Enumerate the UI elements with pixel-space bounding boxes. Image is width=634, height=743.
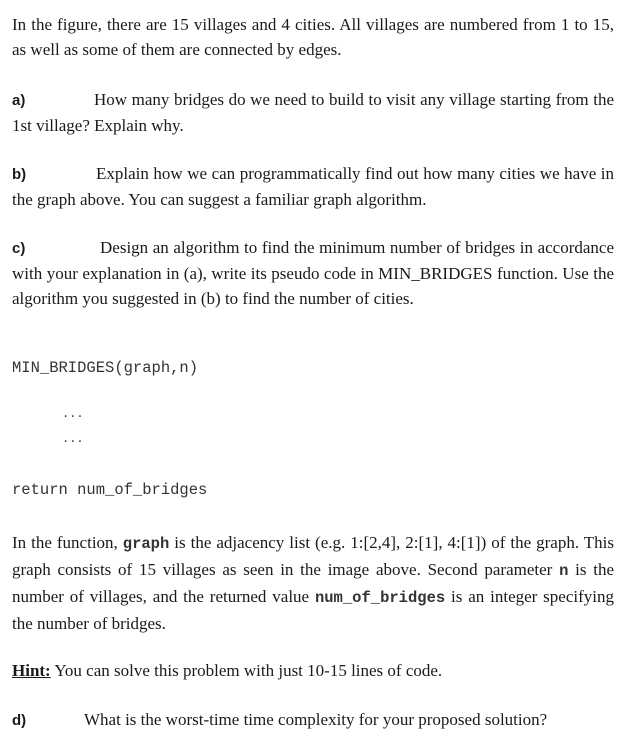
function-description	[12, 530, 614, 636]
part-c-text: Design an algorithm to find the minimum number of bridges in accordance with your explanation in (a), write its pseudo code in MIN_BRIDGES function. Use the algorithm you suggested in (b) to find the number of cities.	[12, 238, 614, 308]
function-desc-text-3: is the number of villages, and the returned value	[12, 560, 614, 606]
function-desc-text-2: is the adjacency list (e.g. 1:[2,4], 2:[1], 4:[1]) of the graph. This graph consists of 15 villages as seen in the image above. Second parameter	[12, 533, 614, 579]
part-d-question	[12, 707, 614, 733]
num-of-bridges-keyword: num_of_bridges	[314, 589, 446, 607]
part-b-text: Explain how we can programmatically find out how many cities we have in the graph above. You can suggest a familiar graph algorithm.	[12, 164, 614, 209]
part-c-question	[12, 235, 614, 311]
part-a-label: a)	[12, 92, 26, 109]
hint-label: Hint:	[12, 661, 51, 680]
intro-paragraph: In the figure, there are 15 villages and 4 cities. All villages are numbered from 1 to 15, as well as some of them are connected by edges.	[12, 15, 614, 59]
n-keyword: n	[559, 562, 569, 580]
code-signature: MIN_BRIDGES(graph,n)	[12, 359, 199, 377]
hint-text: You can solve this problem with just 10-15 lines of code.	[50, 661, 443, 680]
part-d-label: d)	[12, 712, 27, 729]
part-a-question	[12, 87, 614, 138]
part-b-question	[12, 161, 614, 212]
code-return-line: return num_of_bridges	[12, 481, 208, 499]
part-a-text: How many bridges do we need to build to visit any village starting from the 1st village? Explain why.	[12, 90, 614, 135]
code-ellipsis-1: ...	[62, 407, 84, 421]
hint-paragraph	[12, 658, 614, 683]
part-d-text: What is the worst-time time complexity for your proposed solution?	[84, 710, 548, 729]
function-desc-text-4: is an integer specifying the number of bridges.	[12, 587, 614, 633]
graph-keyword: graph	[122, 535, 170, 553]
part-c-label: c)	[12, 240, 26, 257]
code-ellipsis-2: ...	[62, 432, 84, 446]
function-desc-text-1: In the function,	[12, 533, 123, 552]
part-b-label: b)	[12, 166, 27, 183]
